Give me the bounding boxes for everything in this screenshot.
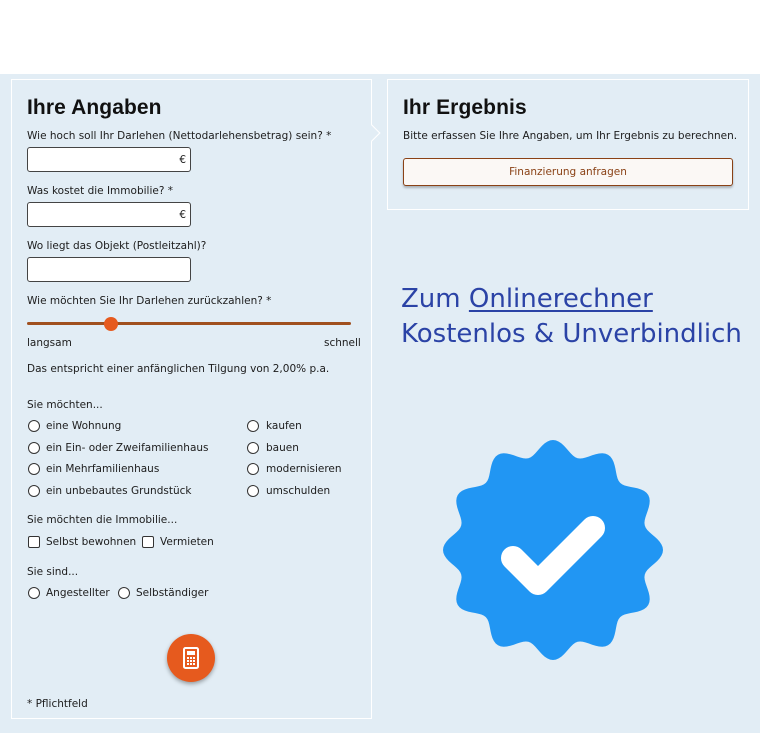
purpose-label: umschulden <box>266 485 331 497</box>
repayment-note: Das entspricht einer anfänglichen Tilgung von 2,00% p.a. <box>27 363 330 375</box>
slider-min-label: langsam <box>27 337 72 349</box>
use-label: Sie möchten die Immobilie... <box>27 514 178 526</box>
purpose-label: modernisieren <box>266 463 342 475</box>
euro-unit: € <box>179 154 186 166</box>
use-option-label: Vermieten <box>160 536 214 548</box>
want-label: Sie möchten... <box>27 399 103 411</box>
purpose-label: bauen <box>266 442 299 454</box>
radio-purpose[interactable] <box>247 463 259 475</box>
property-cost-label: Was kostet die Immobilie? * <box>27 185 173 197</box>
employment-option-label: Selbständiger <box>136 587 209 599</box>
onlinerechner-link[interactable]: Onlinerechner <box>468 284 653 314</box>
form-title: Ihre Angaben <box>27 96 162 119</box>
euro-unit: € <box>179 209 186 221</box>
result-title: Ihr Ergebnis <box>403 96 527 119</box>
promo-line-2: Kostenlos & Unverbindlich <box>401 319 742 349</box>
promo-line-1 <box>401 284 653 314</box>
radio-property-type[interactable] <box>28 442 40 454</box>
purpose-label: kaufen <box>266 420 302 432</box>
property-type-label: eine Wohnung <box>46 420 122 432</box>
repayment-slider-track[interactable] <box>27 322 351 325</box>
repayment-label: Wie möchten Sie Ihr Darlehen zurückzahlen? * <box>27 295 272 307</box>
radio-property-type[interactable] <box>28 463 40 475</box>
radio-angestellter[interactable] <box>28 587 40 599</box>
radio-property-type[interactable] <box>28 420 40 432</box>
radio-selbstaendiger[interactable] <box>118 587 130 599</box>
property-type-label: ein Ein- oder Zweifamilienhaus <box>46 442 209 454</box>
property-type-label: ein unbebautes Grundstück <box>46 485 192 497</box>
result-hint: Bitte erfassen Sie Ihre Angaben, um Ihr Ergebnis zu berechnen. <box>403 130 738 142</box>
property-type-label: ein Mehrfamilienhaus <box>46 463 160 475</box>
loan-amount-label: Wie hoch soll Ihr Darlehen (Nettodarlehensbetrag) sein? * <box>27 130 332 142</box>
finanzierung-anfragen-button[interactable]: Finanzierung anfragen <box>403 158 733 186</box>
radio-purpose[interactable] <box>247 420 259 432</box>
property-cost-input[interactable] <box>27 202 191 227</box>
calculate-button[interactable] <box>167 634 215 682</box>
employment-label: Sie sind... <box>27 566 79 578</box>
checkbox-selbst-bewohnen[interactable] <box>28 536 40 548</box>
radio-property-type[interactable] <box>28 485 40 497</box>
radio-purpose[interactable] <box>247 485 259 497</box>
verified-badge-icon <box>443 440 663 660</box>
postcode-label: Wo liegt das Objekt (Postleitzahl)? <box>27 240 207 252</box>
slider-max-label: schnell <box>324 337 361 349</box>
checkbox-vermieten[interactable] <box>142 536 154 548</box>
calculator-icon <box>167 634 215 682</box>
postcode-input[interactable] <box>27 257 191 282</box>
loan-amount-input[interactable] <box>27 147 191 172</box>
use-option-label: Selbst bewohnen <box>46 536 137 548</box>
radio-purpose[interactable] <box>247 442 259 454</box>
promo-prefix: Zum <box>401 284 461 314</box>
required-note: * Pflichtfeld <box>27 698 88 710</box>
employment-option-label: Angestellter <box>46 587 110 599</box>
